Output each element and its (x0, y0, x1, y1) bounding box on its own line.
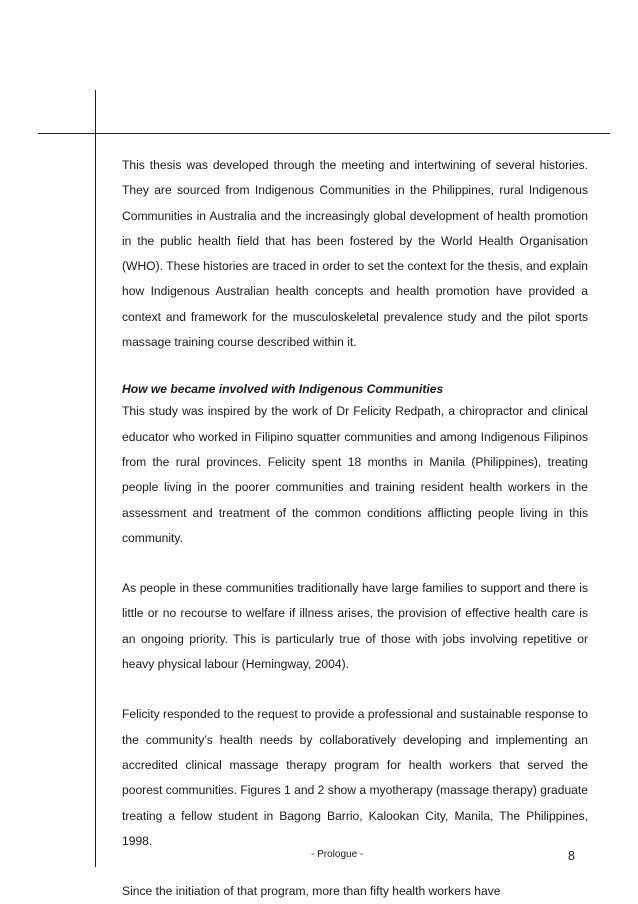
paragraph-continued: Since the initiation of that program, more than fifty health workers have (122, 884, 501, 899)
section-heading: How we became involved with Indigenous Communities (122, 382, 444, 397)
paragraph-intro: This thesis was developed through the meeting and intertwining of several histories. They are sourced from Indigenous Communities in the Philippines, rural Indigenous Communities in Australia and the increasingly global development of health promotion in the public health field that has been fostered by the World Health Organisation (WHO). These histories are traced in order to set the context for the thesis, and explain how Indigenous Australian health concepts and health promotion have provided a context and framework for the musculoskeletal prevalence study and the pilot sports massage training course described within it. (122, 158, 588, 350)
header-rule-horizontal (38, 133, 610, 134)
paragraph-program: Felicity responded to the request to provide a professional and sustainable response to the community’s health needs by collaboratively developing and implementing an accredited clinical massage therapy program for health workers that served the poorest communities. Figures 1 and 2 show a myotherapy (massage therapy) graduate treating a fellow student in Bagong Barrio, Kalookan City, Manila, The Philippines, 1998. (122, 707, 588, 848)
margin-rule-vertical (95, 90, 96, 867)
paragraph-felicity-work: This study was inspired by the work of Dr Felicity Redpath, a chiropractor and clinical educator who worked in Filipino squatter communities and among Indigenous Filipinos from the rural provinces. Felicity spent 18 months in Manila (Philippines), treating people living in the poorer communities and training resident health workers in the assessment and treatment of the common conditions afflicting people living in this community. (122, 404, 588, 545)
footer-section-label: - Prologue - (311, 849, 364, 860)
page-number: 8 (568, 849, 575, 863)
paragraph-families: As people in these communities traditionally have large families to support and there is little or no recourse to welfare if illness arises, the provision of effective health care is an ongoing priority. This is particularly true of those with jobs involving repetitive or heavy physical labour (Hemingway, 2004). (122, 581, 588, 672)
page-body (122, 153, 588, 904)
